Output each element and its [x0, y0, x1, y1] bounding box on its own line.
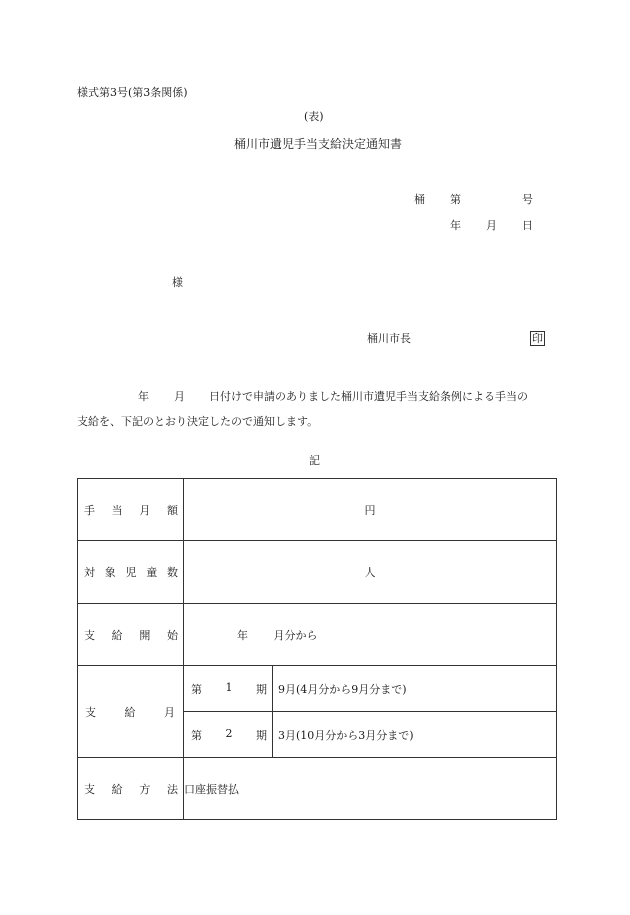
period-ki: 期	[256, 728, 267, 742]
children-count-value	[184, 541, 557, 604]
table-row-monthly-amount	[78, 479, 557, 541]
period-dai: 第	[191, 682, 202, 696]
label-char: 対	[84, 566, 95, 579]
body-line2: 支給を、下記のとおり決定したので通知します。	[77, 415, 319, 428]
label-char: 児	[125, 566, 137, 579]
children-count-unit: 人	[364, 566, 376, 579]
label-char: 象	[104, 566, 116, 579]
period-num: 1	[225, 680, 233, 694]
label-char: 支	[85, 705, 96, 719]
start-year: 年	[237, 628, 248, 642]
document-title: 桶川市遺児手当支給決定通知書	[234, 137, 403, 151]
body-line1: 日付けで申請のありました桶川市遺児手当支給条例による手当の	[209, 390, 528, 403]
seal-mark	[530, 331, 545, 346]
date-year: 年	[450, 219, 461, 232]
label-char: 当	[111, 503, 123, 517]
body-year: 年	[138, 390, 149, 403]
monthly-amount-value	[184, 479, 557, 541]
monthly-amount-unit: 円	[364, 503, 376, 517]
label-char: 給	[111, 628, 123, 642]
form-number-label: 様式第3号(第3条関係)	[77, 86, 188, 99]
label-char: 支	[84, 782, 95, 796]
table-row-method	[78, 758, 557, 820]
label-char: 月	[139, 503, 151, 517]
label-char: 月	[164, 705, 175, 719]
table-row-payment-period-1	[78, 666, 557, 712]
method-label	[78, 758, 184, 820]
seal-label: 印	[532, 332, 543, 345]
children-count-label	[78, 541, 184, 604]
start-value	[184, 604, 557, 666]
table-row-children-count	[78, 541, 557, 604]
date-month: 月	[486, 219, 497, 232]
ki-label: 記	[309, 454, 320, 467]
label-char: 方	[139, 782, 151, 796]
period-1-name	[184, 666, 273, 712]
method-value: 口座振替払	[184, 758, 557, 820]
period-1-value: 9月(4月分から9月分まで)	[273, 666, 557, 712]
label-char: 手	[84, 503, 95, 517]
label-char: 開	[139, 628, 151, 642]
start-label	[78, 604, 184, 666]
label-char: 給	[111, 782, 123, 796]
reference-dai: 第	[450, 193, 461, 206]
side-label: (表)	[304, 110, 324, 123]
reference-go: 号	[522, 193, 533, 206]
table-row-start	[78, 604, 557, 666]
addressee-suffix: 様	[172, 276, 183, 289]
period-num: 2	[225, 726, 233, 740]
decision-table	[77, 478, 557, 820]
period-ki: 期	[256, 682, 267, 696]
label-char: 始	[166, 628, 178, 642]
issuer-name: 桶川市長	[367, 332, 411, 345]
label-char: 支	[84, 628, 95, 642]
date-day: 日	[522, 219, 533, 232]
label-char: 数	[167, 566, 178, 579]
body-month: 月	[174, 390, 185, 403]
monthly-amount-label	[78, 479, 184, 541]
period-2-value: 3月(10月分から3月分まで)	[273, 712, 557, 758]
label-char: 童	[146, 566, 158, 579]
label-char: 額	[166, 503, 178, 517]
label-char: 法	[166, 782, 178, 796]
period-2-name	[184, 712, 273, 758]
label-char: 給	[124, 705, 136, 719]
payment-month-label	[78, 666, 184, 758]
reference-prefix: 桶	[414, 193, 425, 206]
period-dai: 第	[191, 728, 202, 742]
start-rest: 月分から	[273, 628, 318, 642]
